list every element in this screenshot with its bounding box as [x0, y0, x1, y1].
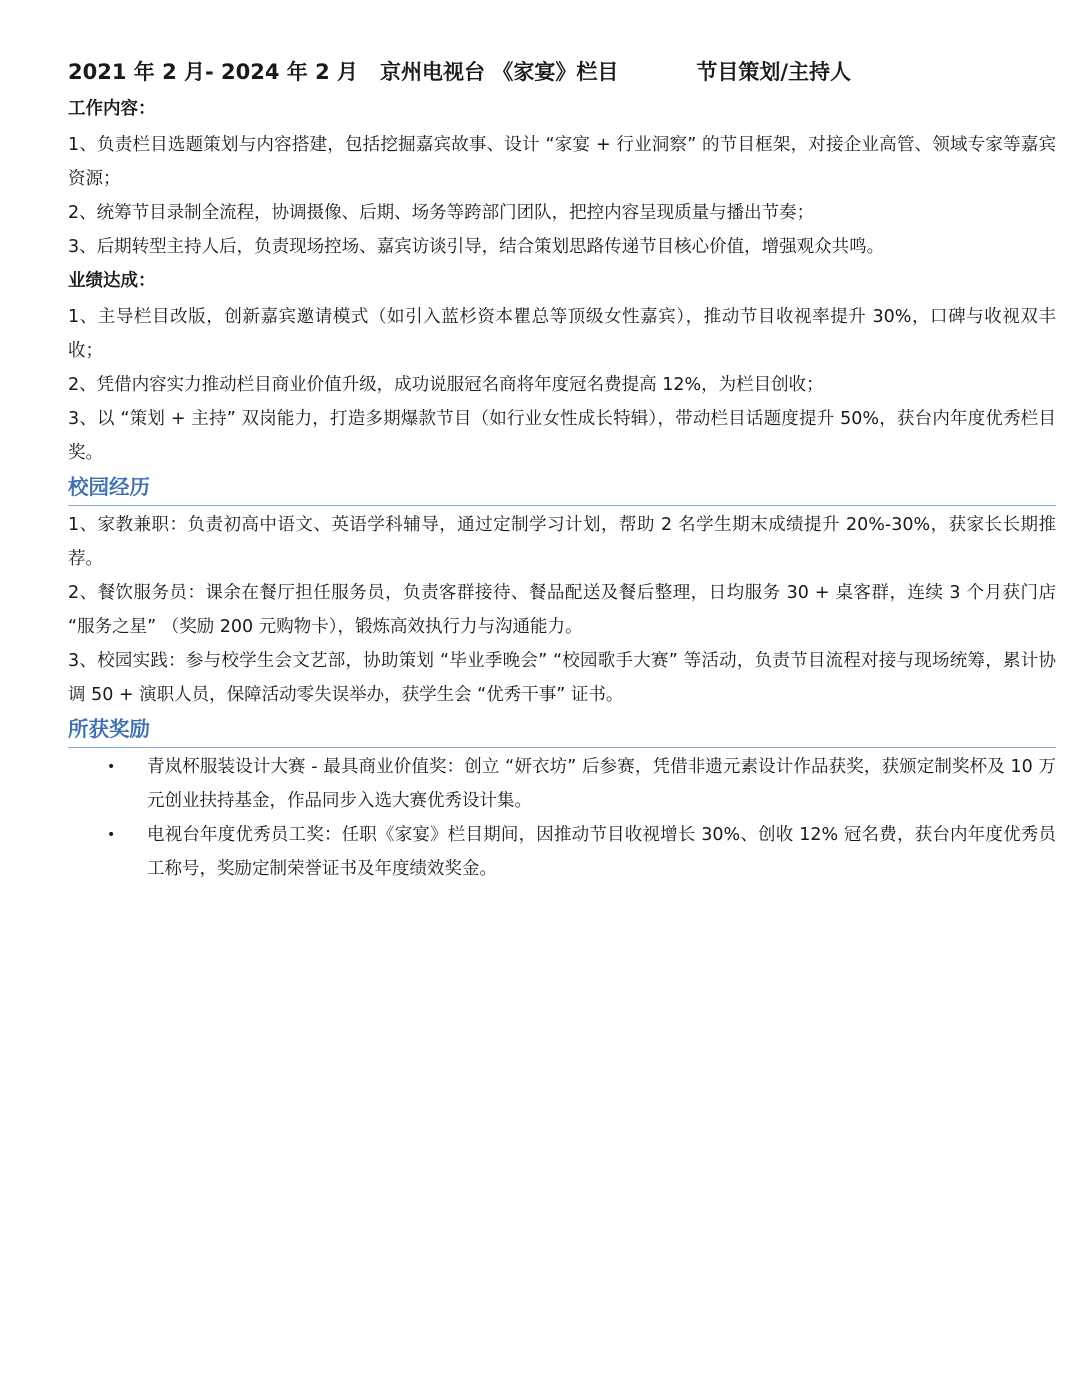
duty-item: 1、负责栏目选题策划与内容搭建，包括挖掘嘉宾故事、设计 “家宴 + 行业洞察” 的节目框架，对接企业高管、领域专家等嘉宾资源；	[68, 135, 1056, 189]
job-header	[68, 52, 1056, 94]
award-text: 青岚杯服装设计大赛 - 最具商业价值奖：创立 “妍衣坊” 后参赛，凭借非遗元素设计作品获奖，获颁定制奖杯及 10 万元创业扶持基金，作品同步入选大赛优秀设计集。	[147, 757, 1056, 811]
award-item	[68, 750, 1056, 818]
job-role: 节目策划/主持人	[696, 60, 851, 84]
awards-section-title: 所获奖励	[68, 712, 1056, 748]
campus-item: 2、餐饮服务员：课余在餐厅担任服务员，负责客群接待、餐品配送及餐后整理，日均服务 30 + 桌客群，连续 3 个月获门店 “服务之星” （奖励 200 元购物卡），锻炼高效执行力与沟通能力。	[68, 583, 1056, 637]
award-text: 电视台年度优秀员工奖：任职《家宴》栏目期间，因推动节目收视增长 30%、创收 12% 冠名费，获台内年度优秀员工称号，奖励定制荣誉证书及年度绩效奖金。	[147, 825, 1056, 879]
campus-section-title: 校园经历	[68, 470, 1056, 506]
job-period: 2021 年 2 月- 2024 年 2 月	[68, 60, 359, 84]
bullet-icon: •	[107, 827, 116, 843]
achievement-item: 1、主导栏目改版，创新嘉宾邀请模式（如引入蓝杉资本瞿总等顶级女性嘉宾），推动节目收视率提升 30%，口碑与收视双丰收；	[68, 307, 1056, 361]
awards-list	[68, 750, 1056, 886]
achievement-item: 2、凭借内容实力推动栏目商业价值升级，成功说服冠名商将年度冠名费提高 12%，为栏目创收；	[68, 375, 824, 395]
resume-page	[68, 52, 1056, 886]
duty-item: 2、统筹节目录制全流程，协调摄像、后期、场务等跨部门团队，把控内容呈现质量与播出节奏；	[68, 203, 815, 223]
duties-heading: 工作内容：	[68, 99, 156, 119]
award-item	[68, 818, 1056, 886]
campus-item: 3、校园实践：参与校学生会文艺部，协助策划 “毕业季晚会” “校园歌手大赛” 等活动，负责节目流程对接与现场统筹，累计协调 50 + 演职人员，保障活动零失误举办，获学生会 “优秀干事” 证书。	[68, 651, 1056, 705]
campus-item: 1、家教兼职：负责初高中语文、英语学科辅导，通过定制学习计划，帮助 2 名学生期末成绩提升 20%-30%，获家长长期推荐。	[68, 515, 1056, 569]
achievements-heading: 业绩达成：	[68, 271, 156, 291]
duty-item: 3、后期转型主持人后，负责现场控场、嘉宾访谈引导，结合策划思路传递节目核心价值，增强观众共鸣。	[68, 237, 885, 257]
job-employer: 京州电视台 《家宴》栏目	[380, 60, 619, 84]
achievement-item: 3、以 “策划 + 主持” 双岗能力，打造多期爆款节目（如行业女性成长特辑），带动栏目话题度提升 50%，获台内年度优秀栏目奖。	[68, 409, 1056, 463]
bullet-icon: •	[107, 759, 116, 775]
